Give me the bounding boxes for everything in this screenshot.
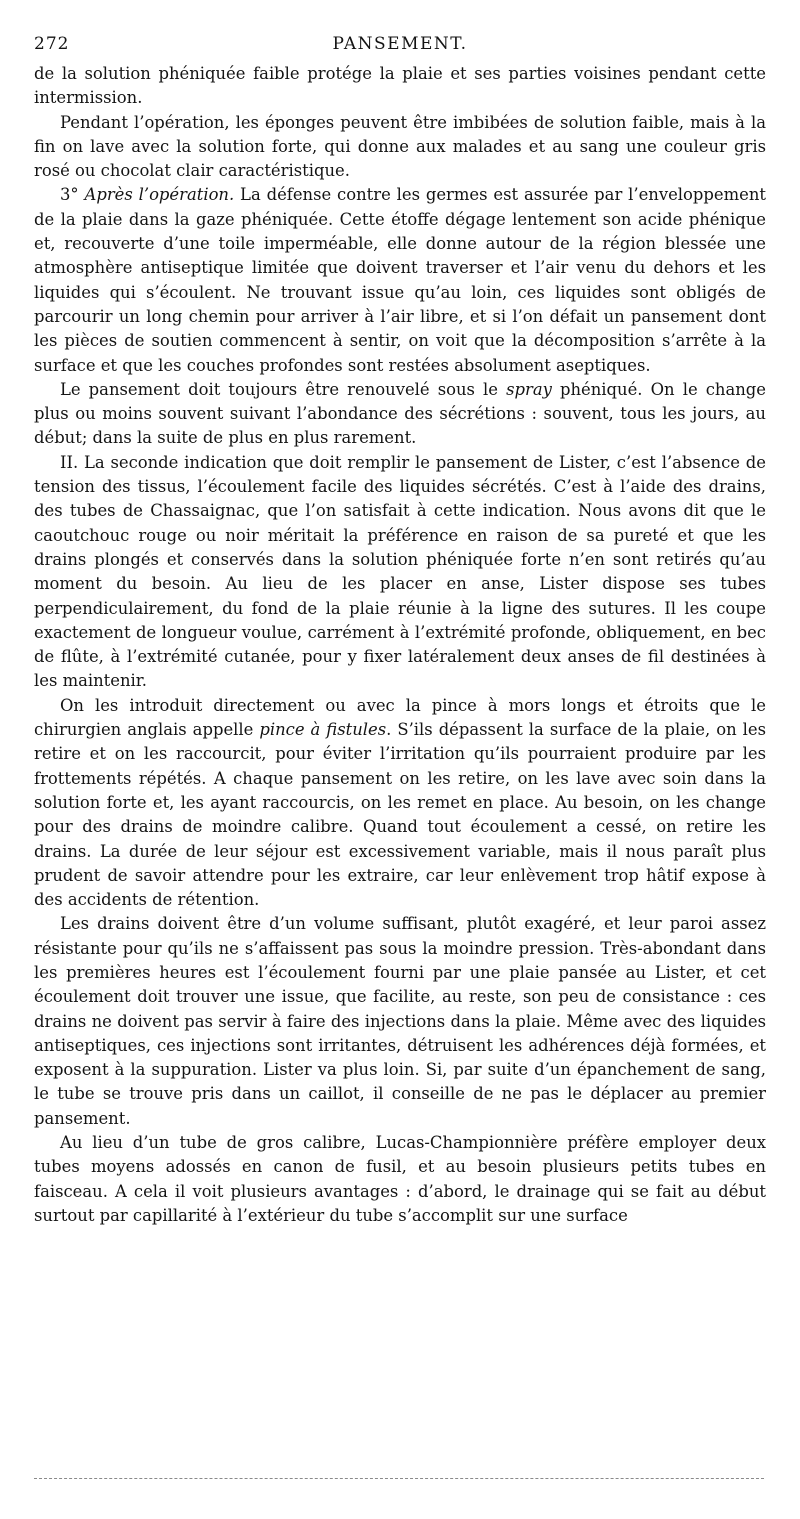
paragraph — [34, 451, 766, 694]
paragraph — [34, 912, 766, 1131]
paragraph — [34, 694, 766, 913]
footer-dotted-rule — [34, 1478, 764, 1479]
text-segment: Pendant l’opération, les éponges peuvent être imbibées de solution faible, mais à la fin on lave avec la solution forte, qui donne aux malades et au sang une couleur gris rosé ou chocolat clair caractéristique. — [34, 112, 766, 181]
text-segment: phéniqué. On le change plus ou moins souvent suivant l’abondance des sécrétions : souvent, tous les jours, au début; dans la suite de plus en plus rarement. — [34, 379, 766, 448]
paragraph — [34, 62, 766, 111]
book-page — [34, 34, 766, 1228]
italic-text: spray — [506, 379, 552, 399]
running-head — [34, 34, 766, 60]
paragraph — [34, 378, 766, 451]
text-segment: Les drains doivent être d’un volume suffisant, plutôt exagéré, et leur paroi assez résistante pour qu’ils ne s’affaissent pas sous la moindre pression. Très-abondant dans les premières heures est l’écoulement fourni par une plaie pansée au Lister, et cet écoulement doit trouver une issue, que facilite, au reste, son peu de consistance : ces drains ne doivent pas servir à faire des injections dans la plaie. Même avec des liquides antiseptiques, ces injections sont irritantes, détruisent les adhérences déjà formées, et exposent à la suppuration. Lister va plus loin. Si, par suite d’un épanchement de sang, le tube se trouve pris dans un caillot, il conseille de ne pas le déplacer au premier pansement. — [34, 914, 766, 1128]
text-segment: On les introduit directement ou avec la pince à mors longs et étroits que le chirurgien anglais appelle — [34, 695, 766, 740]
italic-text: pince à fistules — [259, 720, 387, 740]
text-segment: . S’ils dépassent la surface de la plaie, on les retire et on les raccourcit, pour éviter l’irritation qu’ils pourraient produire par les frottements répétés. A chaque pansement on les retire, on les lave avec soin dans la solution forte et, les ayant raccourcis, on les remet en place. Au besoin, on les change pour des drains de moindre calibre. Quand tout écoulement a cessé, on retire les drains. La durée de leur séjour est excessivement variable, mais il nous paraît plus prudent de savoir attendre pour les extraire, car leur enlèvement trop hâtif expose à des accidents de rétention. — [34, 720, 766, 910]
paragraph — [34, 183, 766, 377]
text-segment: Le pansement doit toujours être renouvelé sous le — [60, 379, 507, 399]
text-segment: 3° — [60, 185, 85, 205]
text-segment: La défense contre les germes est assurée par l’enveloppement de la plaie dans la gaze phéniquée. Cette étoffe dégage lentement son acide phénique et, recouverte d’une toile imperméable, elle donne autour de la région blessée une atmosphère antiseptique limitée que doivent traverser et l’air venu du dehors et les liquides qui s’écoulent. Ne trouvant issue qu’au loin, ces liquides sont obligés de parcourir un long chemin pour arriver à l’air libre, et si l’on défait un pansement dont les pièces de soutien commencent à sentir, on voit que la décomposition s’arrête à la surface et que les couches profondes sont restées absolument aseptiques. — [34, 185, 766, 375]
page-number: 272 — [34, 34, 70, 54]
body-text — [34, 62, 766, 1228]
running-title: PANSEMENT. — [332, 34, 468, 54]
italic-text: Après l’opération. — [84, 185, 235, 205]
paragraph — [34, 1131, 766, 1228]
text-segment: de la solution phéniquée faible protége la plaie et ses parties voisines pendant cette intermission. — [34, 64, 766, 108]
paragraph — [34, 111, 766, 184]
text-segment: Au lieu d’un tube de gros calibre, Lucas-Championnière préfère employer deux tubes moyens adossés en canon de fusil, et au besoin plusieurs petits tubes en faisceau. A cela il voit plusieurs avantages : d’abord, le drainage qui se fait au début surtout par capillarité à l’extérieur du tube s’accomplit sur une surface — [34, 1133, 766, 1225]
text-segment: II. La seconde indication que doit remplir le pansement de Lister, c’est l’absence de tension des tissus, l’écoulement facile des liquides sécrétés. C’est à l’aide des drains, des tubes de Chassaignac, que l’on satisfait à cette indication. Nous avons dit que le caoutchouc rouge ou noir méritait la préférence en raison de sa pureté et que les drains plongés et conservés dans la solution phéniquée forte n’en sont retirés qu’au moment du besoin. Au lieu de les placer en anse, Lister dispose ses tubes perpendiculairement, du fond de la plaie réunie à la ligne des sutures. Il les coupe exactement de longueur voulue, carrément à l’extrémité profonde, obliquement, en bec de flûte, à l’extrémité cutanée, pour y fixer latéralement deux anses de fil destinées à les maintenir. — [34, 452, 766, 691]
